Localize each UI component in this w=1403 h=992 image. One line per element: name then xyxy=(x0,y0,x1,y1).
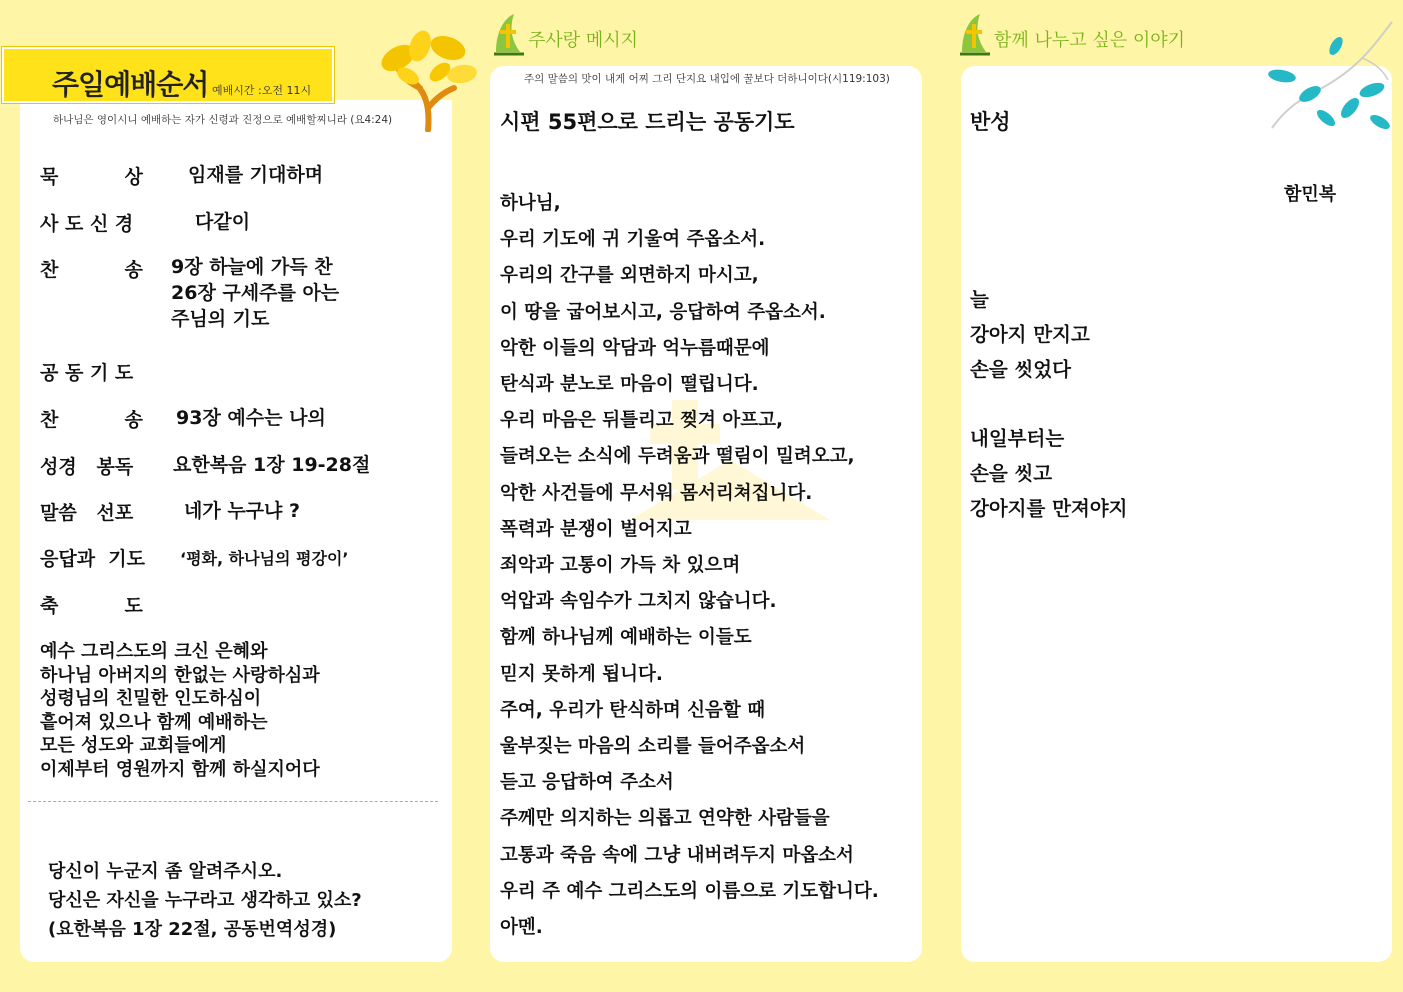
story-section-title: 함께 나누고 싶은 이야기 xyxy=(994,30,1186,51)
story-section-head xyxy=(958,12,1185,56)
branch-icon xyxy=(1262,18,1398,138)
message-section-head xyxy=(492,12,638,56)
order-value: ‘평화, 하나님의 평강이’ xyxy=(180,549,349,568)
order-verse: 하나님은 영이시니 예배하는 자가 신령과 진정으로 예배할찌니라 (요4:24) xyxy=(53,114,393,126)
order-label: 찬 송 xyxy=(40,409,143,431)
order-row xyxy=(40,162,324,189)
leaf-cross-icon xyxy=(958,12,992,56)
order-row xyxy=(40,591,143,618)
tree-icon xyxy=(368,28,478,132)
order-label: 축 도 xyxy=(40,595,143,617)
order-row xyxy=(40,452,371,479)
poem-author: 함민복 xyxy=(1284,184,1337,205)
prayer-title: 시편 55편으로 드리는 공동기도 xyxy=(500,110,795,134)
order-row xyxy=(40,358,133,385)
order-row xyxy=(40,255,340,330)
order-label: 찬 송 xyxy=(40,259,143,281)
order-title: 주일예배순서 xyxy=(52,68,209,101)
poem-text: 늘 강아지 만지고 손을 씻었다 내일부터는 손을 씻고 강아지를 만져야지 xyxy=(970,288,1128,520)
order-row xyxy=(40,544,349,571)
order-label: 묵 상 xyxy=(40,166,143,188)
order-value: 요한복음 1장 19-28절 xyxy=(173,454,371,476)
order-label: 사 도 신 경 xyxy=(40,213,134,235)
dashed-divider xyxy=(28,801,438,802)
message-subtitle: 주의 말씀의 맛이 내게 어찌 그리 단지요 내입에 꿀보다 더하니이다(시119:103) xyxy=(524,73,890,85)
benediction-text: 예수 그리스도의 크신 은혜와 하나님 아버지의 한없는 사랑하심과 성령님의 친밀한 인도하심이 흩어져 있으나 함께 예배하는 모든 성도와 교회들에게 이제부터 영원까지 함께 하실지어다 xyxy=(40,641,320,780)
order-label: 성경 봉독 xyxy=(40,456,134,478)
order-label: 공 동 기 도 xyxy=(40,362,134,384)
order-row xyxy=(40,405,326,432)
order-value: 93장 예수는 나의 xyxy=(176,407,326,429)
order-label: 말씀 선포 xyxy=(40,502,134,524)
poem-title: 반성 xyxy=(970,110,1011,134)
order-value: 임재를 기대하며 xyxy=(188,164,324,186)
order-label: 응답과 기도 xyxy=(40,548,145,570)
order-banner xyxy=(2,47,334,103)
order-row xyxy=(40,209,251,236)
order-value: 네가 누구냐 ? xyxy=(184,500,301,522)
message-section-title: 주사랑 메시지 xyxy=(528,30,639,51)
order-row xyxy=(40,498,301,525)
prayer-text: 하나님, 우리 기도에 귀 기울여 주옵소서. 우리의 간구를 외면하지 마시고, 이 땅을 굽어보시고, 응답하여 주옵소서. 악한 이들의 악담과 억누름때문에 탄식과 분노로 마음이 떨립니다. 우리 마음은 뒤틀리고 찢겨 아프고, 들려오는 소식에 두려움과 떨림이 밀려오고, 악한 사건들에 무서워 몸서리쳐집니다. 폭력과 분쟁이 벌어지고 죄악과 고통이 가득 차 있으며 억압과 속임수가 그치지 않습니다. 함께 하나님께 예배하는 이들도 믿지 못하게 됩니다. 주여, 우리가 탄식하며 신음할 때 울부짖는 마음의 소리를 들어주옵소서 듣고 응답하여 주소서 주께만 의지하는 의롭고 연약한 사람들을 고통과 죽음 속에 그냥 내버려두지 마옵소서 우리 주 예수 그리스도의 이름으로 기도합니다. 아멘. xyxy=(500,193,879,939)
order-value: 다같이 xyxy=(195,211,251,233)
order-value: 9장 하늘에 가득 찬 26장 구세주를 아는 주님의 기도 xyxy=(171,256,340,330)
service-time: 예배시간 :오전 11시 xyxy=(212,84,312,97)
leaf-cross-icon xyxy=(492,12,526,56)
scripture-quote: 당신이 누군지 좀 알려주시오. 당신은 자신을 누구라고 생각하고 있소? (요한복음 1장 22절, 공동번역성경) xyxy=(48,861,362,940)
